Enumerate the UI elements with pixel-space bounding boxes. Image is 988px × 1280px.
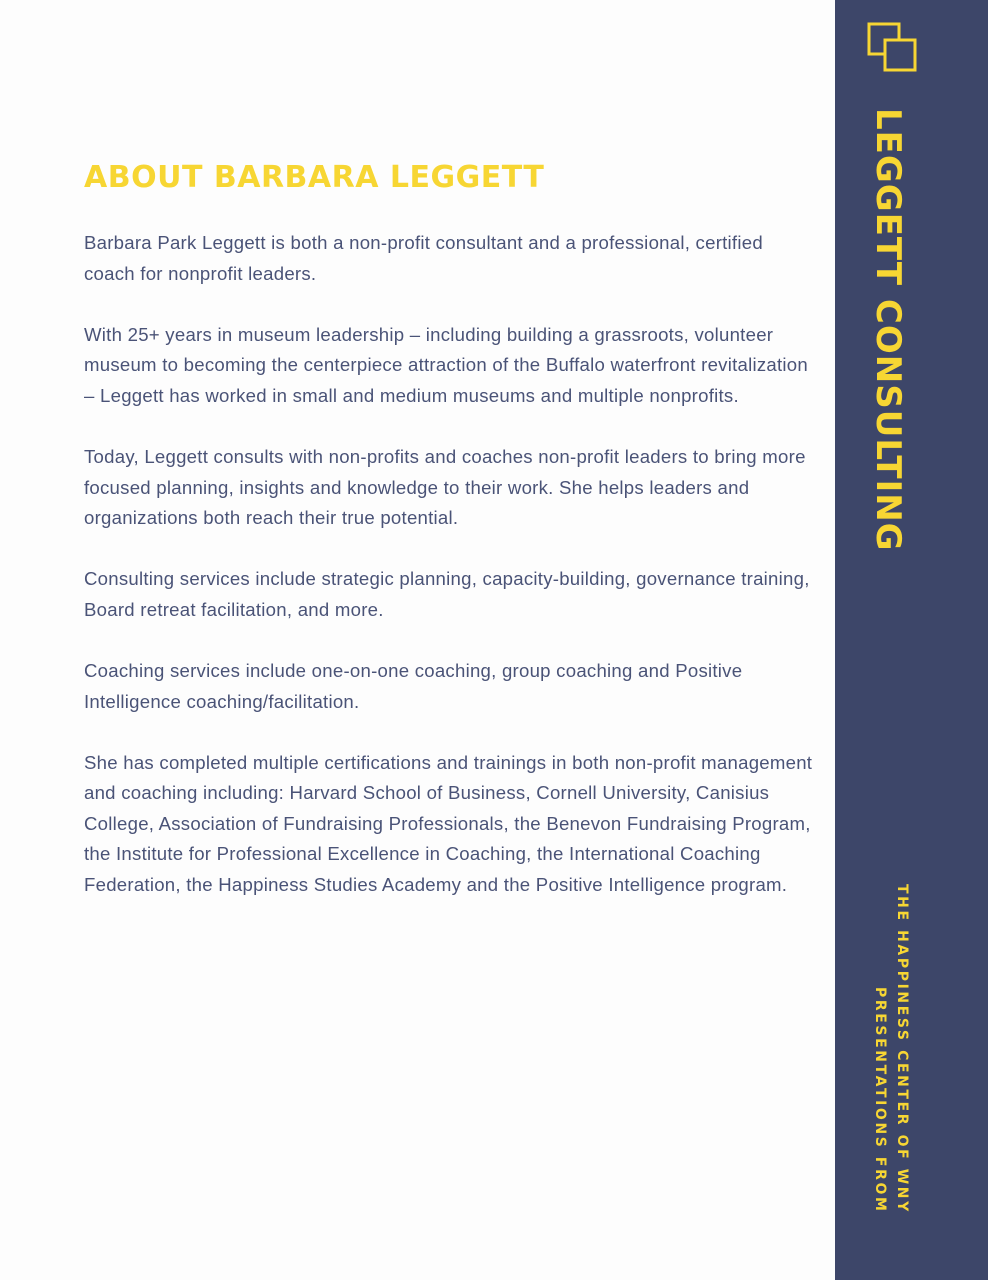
body-text [84, 228, 814, 901]
paragraph-intro: Barbara Park Leggett is both a non-profit consultant and a professional, certified coach for nonprofit leaders. [84, 232, 763, 284]
paragraph-coaching-services: Coaching services include one-on-one coaching, group coaching and Positive Intelligence coaching/facilitation. [84, 659, 743, 712]
brand-name: LEGGETT CONSULTING [868, 108, 908, 552]
tagline-line-2: PRESENTATIONS FROM [872, 987, 888, 1214]
tagline [869, 884, 913, 1214]
paragraph-certifications: She has completed multiple certifications and trainings in both non-profit management and coaching including: Harvard School of Business, Cornell University, Canisius College, Association of Fundraising Professionals, the Benevon Fundraising Program, the Institute for Professional Excellence in Coaching, the International Coaching Federation, the Happiness Studies Academy and the Positive Intelligence program. [84, 751, 813, 895]
paragraph-experience: With 25+ years in museum leadership – including building a grassroots, volunteer museum to becoming the centerpiece attraction of the Buffalo waterfront revitalization – Leggett has worked in small and medium museums and multiple nonprofits. [84, 323, 808, 406]
paragraph-consulting-services: Consulting services include strategic planning, capacity-building, governance training, Board retreat facilitation, and more. [84, 568, 810, 620]
page-title: ABOUT BARBARA LEGGETT [84, 160, 545, 195]
overlapping-squares-icon [867, 22, 919, 74]
paragraph-today: Today, Leggett consults with non-profits and coaches non-profit leaders to bring more focused planning, insights and knowledge to their work. She helps leaders and organizations both reach their true potential. [84, 445, 806, 529]
sidebar [835, 0, 988, 1280]
tagline-line-1: THE HAPPINESS CENTER OF WNY [894, 884, 910, 1214]
main-content [84, 158, 814, 931]
